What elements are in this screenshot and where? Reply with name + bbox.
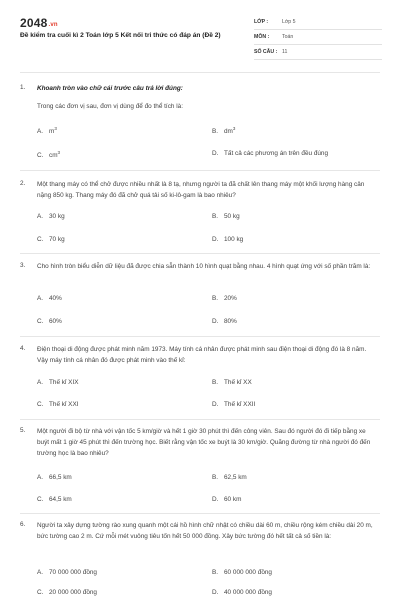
question-text: Một người đi bộ từ nhà với vận tốc 5 km/giờ và hết 1 giờ 30 phút thì đến công viên. Sau đó người đó đi tiếp bằng xe buýt mất 1 giờ 45 phút thì đến trường học. Biết rằng vận tốc xe buýt là 30 km/giờ. Quãng đường từ nhà người đó đến trường học là bao nhiêu? [37, 428, 371, 457]
option-b[interactable]: B. Thế kỉ XX [212, 379, 252, 386]
option-b[interactable]: B. 50 kg [212, 213, 240, 220]
option-d[interactable]: D. Thế kỉ XXII [212, 401, 256, 408]
question-number: 6. [20, 521, 26, 528]
option-d[interactable]: D. 80% [212, 318, 237, 325]
question-number: 3. [20, 262, 26, 269]
option-c[interactable]: C. 64,5 km [37, 496, 72, 503]
option-b[interactable]: B. 62,5 km [212, 474, 247, 481]
question-number: 4. [20, 345, 26, 352]
question-number: 2. [20, 180, 26, 187]
option-d[interactable]: D. 40 000 000 đồng [212, 589, 272, 596]
question-text: Điện thoại di động được phát minh năm 1973. Máy tính cá nhân được phát minh sau điện thoại di động đó là 8 năm. Vậy máy tính cá nhân đó được phát minh vào thế kỉ: [37, 346, 367, 364]
meta-label: SỐ CÂU : [254, 49, 278, 55]
question-number: 5. [20, 427, 26, 434]
meta-row-count [254, 45, 382, 60]
logo-suffix: .vn [48, 22, 58, 28]
section-heading: Khoanh tròn vào chữ cái trước câu trả lời đúng: [37, 85, 183, 92]
meta-label: LỚP : [254, 19, 269, 25]
option-a[interactable]: A. 70 000 000 đồng [37, 569, 97, 576]
question-text: Một thang máy có thể chở được nhiều nhất là 8 tạ, nhưng người ta đã chất lên thang máy một khối lượng hàng cân nặng 850 kg. Thang máy đó đã chở quá tải số ki-lô-gam là bao nhiêu? [37, 181, 365, 199]
document-title: Đề kiểm tra cuối kì 2 Toán lớp 5 Kết nối tri thức có đáp án (Đề 2) [20, 32, 221, 39]
divider [20, 72, 380, 73]
option-c[interactable]: C. 70 kg [37, 236, 65, 243]
divider [20, 170, 380, 171]
option-c[interactable]: C. 20 000 000 đồng [37, 589, 97, 596]
logo-text: 2048 [20, 16, 48, 30]
option-a[interactable]: A. 66,5 km [37, 474, 72, 481]
meta-row-class [254, 15, 382, 30]
option-a[interactable]: A. $m^3$ [37, 126, 57, 136]
option-c[interactable]: C. 60% [37, 318, 62, 325]
option-a[interactable]: A. 40% [37, 295, 62, 302]
option-b[interactable]: B. $dm^3$ [212, 126, 236, 136]
page-header [0, 0, 400, 64]
meta-label: MÔN : [254, 34, 270, 40]
option-c[interactable]: C. Thế kỉ XXI [37, 401, 79, 408]
divider [20, 336, 380, 337]
site-logo[interactable] [20, 16, 58, 30]
divider [20, 253, 380, 254]
option-d[interactable]: D. 100 kg [212, 236, 244, 243]
meta-value: Toán [282, 34, 294, 40]
option-d[interactable]: D. 60 km [212, 496, 242, 503]
divider [20, 513, 380, 514]
meta-value: 11 [282, 49, 288, 55]
option-d[interactable]: D. Tất cả các phương án trên đều đúng [212, 150, 329, 157]
divider [20, 419, 380, 420]
question-text: Cho hình tròn biểu diễn dữ liệu đã được chia sẵn thành 10 hình quạt bằng nhau. 4 hình quạt ứng với số phần trăm là: [37, 263, 371, 270]
option-b[interactable]: B. 60 000 000 đồng [212, 569, 272, 576]
meta-row-subject [254, 30, 382, 45]
question-text: Người ta xây dựng tường rào xung quanh một cái hồ hình chữ nhật có chiều dài 60 m, chiều rộng kém chiều dài 20 m, bức tường cao 2 m. Cứ mỗi mét vuông tiêu tốn hết 50 000 đồng. Xây bức tường đó hết tất cả số tiền là: [37, 522, 373, 540]
option-b[interactable]: B. 20% [212, 295, 237, 302]
question-number: 1. [20, 84, 26, 91]
question-text: Trong các đơn vị sau, đơn vị dùng để đo thể tích là: [37, 103, 183, 110]
option-c[interactable]: C. $cm^3$ [37, 150, 61, 160]
meta-box [254, 15, 382, 60]
option-a[interactable]: A. Thế kỉ XIX [37, 379, 79, 386]
meta-value: Lớp 5 [282, 19, 296, 25]
option-a[interactable]: A. 30 kg [37, 213, 65, 220]
